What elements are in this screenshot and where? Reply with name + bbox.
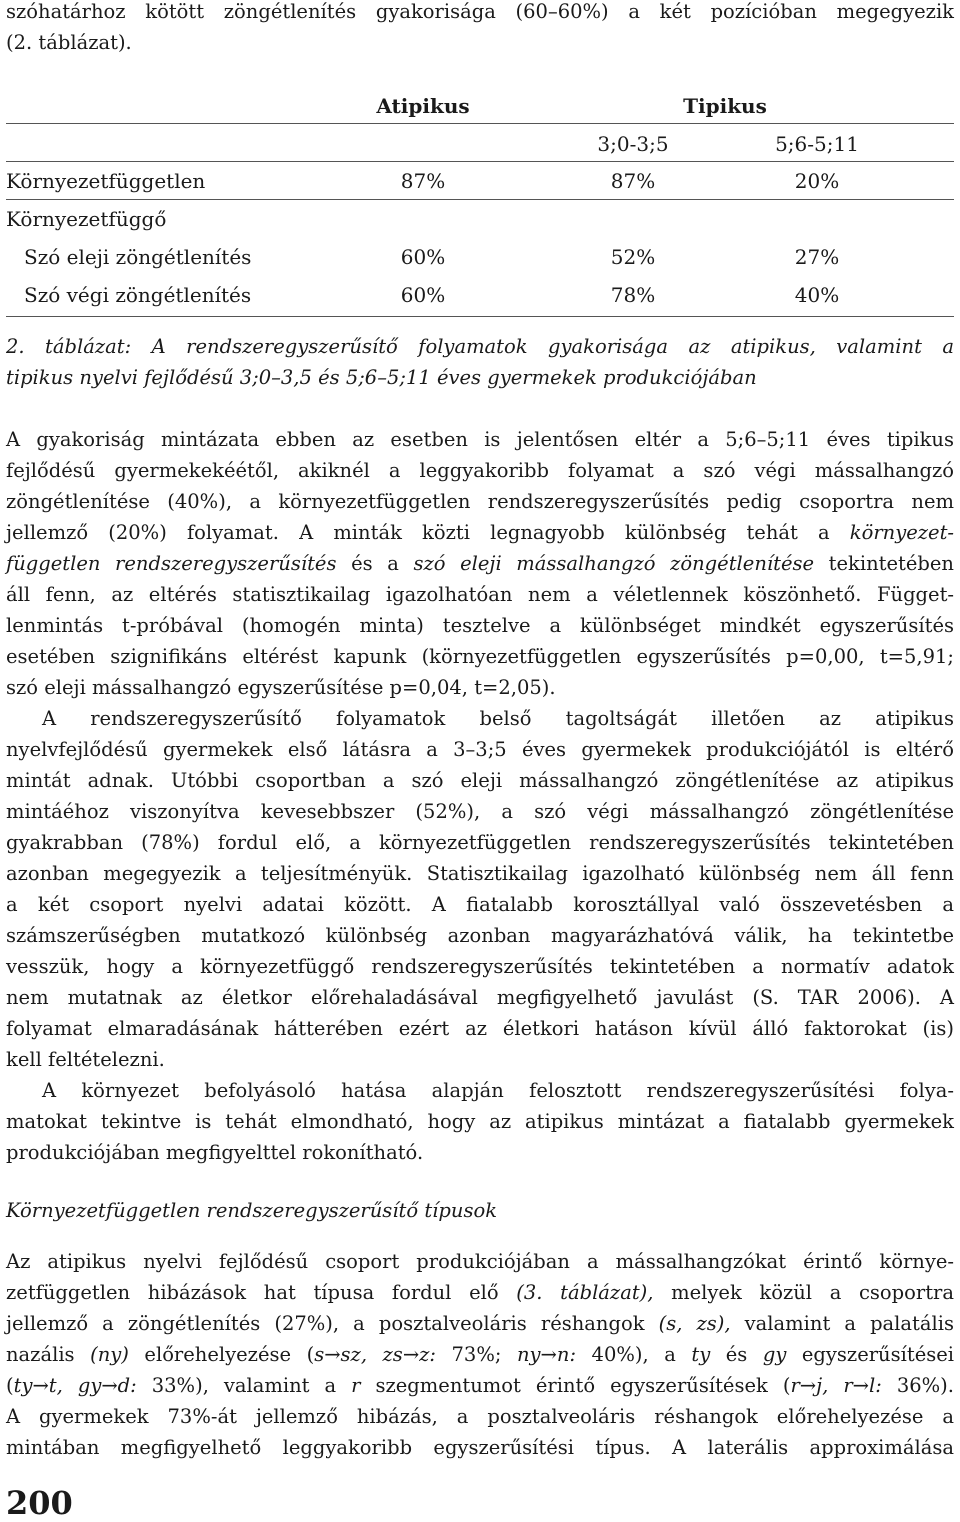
body-line: folyamat elmaradásának hátterében ezért az életkori hatáson kívül álló faktorokat (is)	[6, 1017, 954, 1040]
section-heading: Környezetfüggetlen rendszeregyszerűsítő típusok	[6, 1199, 498, 1222]
section-italic-text: gy	[762, 1343, 787, 1366]
section-text: (	[6, 1374, 14, 1397]
section-line: Az atipikus nyelvi fejlődésű csoport produkciójában a mássalhangzókat érintő környe-	[6, 1250, 954, 1273]
section-text: melyek közül a csoportra	[653, 1281, 954, 1304]
table-cell: 60%	[400, 283, 446, 307]
section-line: A gyermekek 73%-át jellemző hibázás, a posztalveoláris réshangok előrehelyezése a	[6, 1405, 954, 1428]
body-line: számszerűségben mutatkozó különbség azonban magyarázhatóvá válik, ha tekintetbe	[6, 924, 954, 947]
body-line: szó eleji mássalhangzó egyszerűsítése p=0,04, t=2,05).	[6, 676, 556, 699]
body-line: fejlődésű gyermekekéétől, akiknél a leggyakoribb folyamat a szó végi mássalhangzó	[6, 459, 954, 482]
section-line: mintában megfigyelhető leggyakoribb egyszerűsítési típus. A laterális approximálása	[6, 1436, 954, 1459]
body-line: áll fenn, az eltérés statisztikailag igazolhatóan nem a véletlennek köszönhető. Függet-	[6, 583, 954, 606]
body-line: zöngétlenítése (40%), a környezetfüggetlen rendszeregyszerűsítés pedig csoportra nem	[6, 490, 954, 513]
section-text: valamint a palatális	[730, 1312, 954, 1335]
body-line: A rendszeregyszerűsítő folyamatok belső tagoltságát illetően az atipikus	[42, 707, 954, 730]
section-text: 36%).	[881, 1374, 954, 1397]
table-header-tipikus: Tipikus	[683, 94, 767, 118]
table-cell: 87%	[400, 169, 446, 193]
section-text: és	[710, 1343, 763, 1366]
body-line: produkciójában megfigyelttel rokonítható.	[6, 1141, 424, 1164]
table-row-label: Környezetfüggő	[6, 207, 167, 231]
table-cell: 40%	[794, 283, 840, 307]
body-line: mintáéhoz viszonyítva kevesebbszer (52%), a szó végi mássalhangzó zöngétlenítése	[6, 800, 954, 823]
body-italic-text: független rendszeregyszerűsítés	[6, 552, 337, 575]
body-italic-text: szó eleji mássalhangzó zöngétlenítése	[413, 552, 815, 575]
table-row-label: Szó végi zöngétlenítés	[24, 283, 252, 307]
table-age-2: 5;6-5;11	[775, 132, 859, 156]
table-rule-mid	[6, 161, 954, 162]
page-number: 200	[6, 1484, 73, 1522]
table-rule-bottom	[6, 316, 954, 317]
section-line	[6, 1308, 954, 1339]
table-age-1: 3;0-3;5	[597, 132, 669, 156]
section-text: zetfüggetlen hibázások hat típusa fordul elő	[6, 1281, 517, 1304]
section-text: nazális	[6, 1343, 91, 1366]
section-text: 40%), a	[576, 1343, 692, 1366]
table-row-label: Szó eleji zöngétlenítés	[24, 245, 252, 269]
body-line: kell feltételezni.	[6, 1048, 165, 1071]
section-italic-text: r→j, r→l:	[790, 1374, 882, 1397]
body-line: a két csoport nyelvi adatai között. A fiatalabb korosztállyal való összevetésben a	[6, 893, 954, 916]
section-text: jellemző a zöngétlenítés (27%), a posztalveoláris réshangok	[6, 1312, 659, 1335]
table-caption-line-1: 2. táblázat: A rendszeregyszerűsítő folyamatok gyakorisága az atipikus, valamint a	[6, 335, 954, 358]
body-italic-text: környezet-	[849, 521, 954, 544]
table-header-atipikus: Atipikus	[376, 94, 470, 118]
section-italic-text: s→sz, zs→z:	[314, 1343, 436, 1366]
body-line: nyelvfejlődésű gyermekek első látásra a 3–3;5 éves gyermekek produkciójától is eltérő	[6, 738, 954, 761]
body-line: azonban megegyezik a teljesítményük. Statisztikailag igazolható különbség nem áll fenn	[6, 862, 954, 885]
body-text: és a	[336, 552, 414, 575]
body-line: lenmintás t-próbával (homogén minta) tesztelve a különbséget mindkét egyszerűsítés	[6, 614, 954, 637]
body-line: vesszük, hogy a környezetfüggő rendszeregyszerűsítés tekintetében a normatív adatok	[6, 955, 954, 978]
intro-line-1: szóhatárhoz kötött zöngétlenítés gyakorisága (60–60%) a két pozícióban megegyezik	[6, 0, 954, 23]
body-line	[6, 548, 954, 579]
body-line: A környezet befolyásoló hatása alapján felosztott rendszeregyszerűsítési folya-	[42, 1079, 954, 1102]
section-line	[6, 1277, 954, 1308]
table-cell: 87%	[610, 169, 656, 193]
table-rule-row	[6, 199, 954, 200]
table-cell: 52%	[610, 245, 656, 269]
section-text: 73%;	[436, 1343, 517, 1366]
section-text: 33%), valamint a	[136, 1374, 352, 1397]
section-line	[6, 1370, 954, 1401]
section-text: egyszerűsítései	[786, 1343, 955, 1366]
section-text: szegmentumot érintő egyszerűsítések (	[360, 1374, 791, 1397]
section-text: előrehelyezése (	[128, 1343, 315, 1366]
section-italic-text: ty	[691, 1343, 711, 1366]
body-line: gyakrabban (78%) fordul elő, a környezetfüggetlen rendszeregyszerűsítés tekintetében	[6, 831, 954, 854]
body-text: jellemző (20%) folyamat. A minták közti legnagyobb különbség tehát a	[6, 521, 850, 544]
table-cell: 78%	[610, 283, 656, 307]
table-caption-line-2: tipikus nyelvi fejlődésű 3;0–3,5 és 5;6–5;11 éves gyermekek produkciójában	[6, 366, 757, 389]
body-line: matokat tekintve is tehát elmondható, hogy az atipikus mintázat a fiatalabb gyermekek	[6, 1110, 954, 1133]
table-cell: 20%	[794, 169, 840, 193]
body-line: nem mutatnak az életkor előrehaladásával megfigyelhető javulást (S. TAR 2006). A	[6, 986, 954, 1009]
body-line: A gyakoriság mintázata ebben az esetben is jelentősen eltér a 5;6–5;11 éves tipikus	[6, 428, 954, 451]
section-italic-text: ty→t, gy→d:	[13, 1374, 137, 1397]
section-italic-text: (s, zs),	[658, 1312, 731, 1335]
section-italic-text: ny→n:	[516, 1343, 577, 1366]
section-italic-text: (ny)	[90, 1343, 129, 1366]
table-row-label: Környezetfüggetlen	[6, 169, 206, 193]
body-line: mintát adnak. Utóbbi csoportban a szó eleji mássalhangzó zöngétlenítése az atipikus	[6, 769, 954, 792]
table-cell: 60%	[400, 245, 446, 269]
table-rule-top	[6, 123, 954, 124]
table-cell: 27%	[794, 245, 840, 269]
section-line	[6, 1339, 954, 1370]
section-italic-text: (3. táblázat),	[516, 1281, 654, 1304]
body-line	[6, 517, 954, 548]
body-text: tekintetében	[814, 552, 954, 575]
section-italic-text: r	[351, 1374, 361, 1397]
body-line: esetében szignifikáns eltérést kapunk (környezetfüggetlen egyszerűsítés p=0,00, t=5,91;	[6, 645, 954, 668]
intro-line-2: (2. táblázat).	[6, 31, 132, 54]
